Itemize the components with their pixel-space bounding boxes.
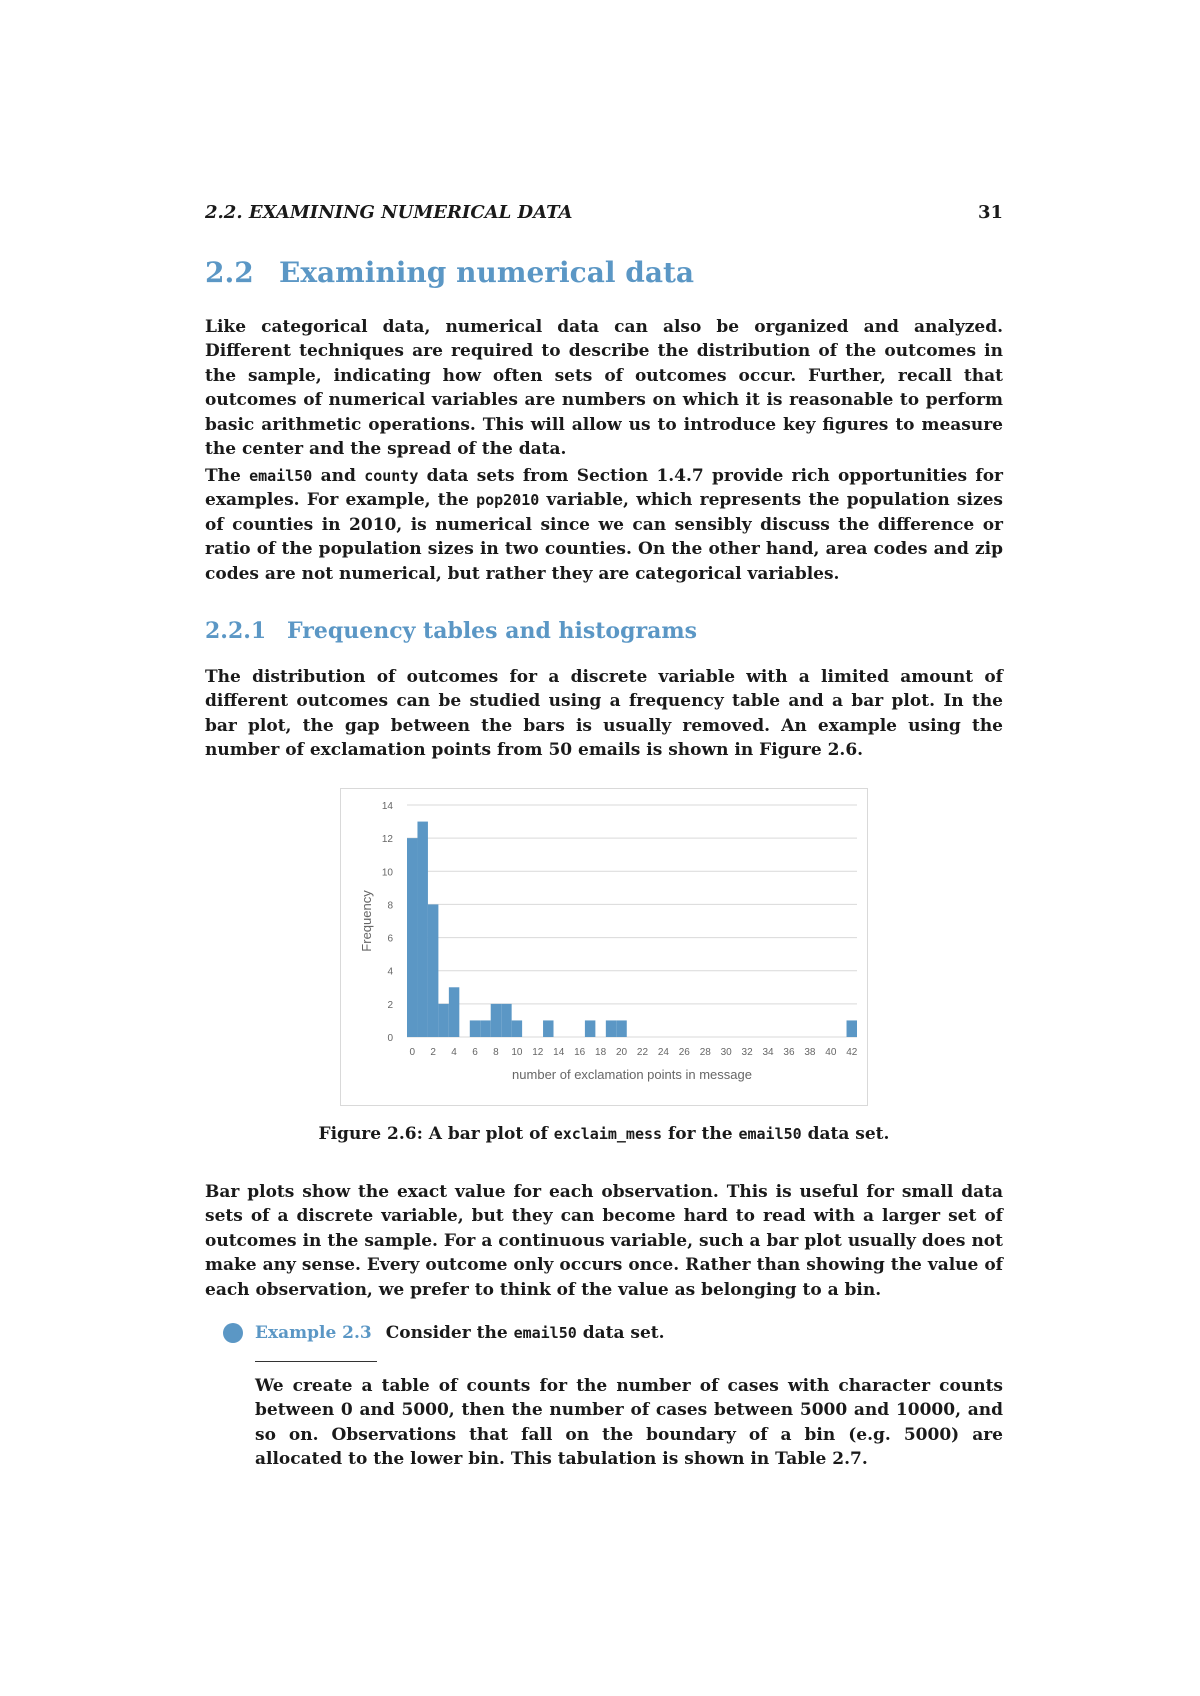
text-run: Consider the bbox=[385, 1323, 514, 1343]
text-run: data sets from Section 1.4.7 provide rich opportunities for examples. For example, the bbox=[205, 466, 1003, 511]
caption-code: email50 bbox=[738, 1125, 802, 1143]
code-county: county bbox=[364, 467, 419, 485]
bar bbox=[449, 987, 459, 1037]
y-tick-label: 0 bbox=[387, 1033, 393, 1044]
subsection-title: Frequency tables and histograms bbox=[287, 618, 697, 644]
code-email50: email50 bbox=[249, 467, 313, 485]
text-run: and bbox=[312, 466, 365, 486]
y-tick-label: 2 bbox=[387, 999, 393, 1011]
y-tick-label: 8 bbox=[387, 900, 393, 912]
x-tick-label: 32 bbox=[741, 1047, 753, 1058]
figure-caption bbox=[205, 1124, 1003, 1144]
example-label: Example 2.3 bbox=[255, 1323, 372, 1343]
caption-text: data set. bbox=[801, 1124, 890, 1144]
text-run: data set. bbox=[576, 1323, 665, 1343]
x-tick-label: 4 bbox=[451, 1047, 457, 1058]
example-prompt bbox=[386, 1323, 665, 1343]
bar bbox=[543, 1020, 553, 1037]
bar bbox=[480, 1020, 490, 1037]
x-tick-label: 38 bbox=[804, 1047, 816, 1058]
bar bbox=[407, 838, 417, 1037]
paragraph-frequency: The distribution of outcomes for a discrete variable with a limited amount of different outcomes can be studied using a frequency table and a bar plot. In the bar plot, the gap between the bars is usually removed. An example using the number of exclamation points from 50 emails is shown in Figure 2.6. bbox=[205, 667, 1003, 761]
caption-text: Figure 2.6: A bar plot of bbox=[318, 1124, 554, 1144]
x-tick-label: 26 bbox=[678, 1047, 690, 1058]
section-title: Examining numerical data bbox=[279, 256, 695, 289]
example-header bbox=[223, 1323, 1003, 1343]
x-axis-label: number of exclamation points in message bbox=[512, 1067, 752, 1082]
example-code: email50 bbox=[513, 1324, 577, 1342]
x-tick-label: 8 bbox=[493, 1047, 499, 1058]
x-tick-label: 24 bbox=[657, 1047, 669, 1058]
caption-text: for the bbox=[662, 1124, 739, 1144]
code-pop2010: pop2010 bbox=[476, 491, 540, 510]
subsection-heading bbox=[205, 618, 697, 644]
x-tick-label: 14 bbox=[553, 1047, 565, 1058]
bar bbox=[417, 822, 427, 1037]
running-head-title: 2.2. EXAMINING NUMERICAL DATA bbox=[205, 202, 573, 223]
bar bbox=[606, 1020, 616, 1037]
paragraph-datasets bbox=[205, 464, 1003, 586]
x-tick-label: 20 bbox=[615, 1047, 628, 1058]
caption-code: exclaim_mess bbox=[553, 1125, 663, 1143]
x-tick-label: 42 bbox=[846, 1047, 858, 1058]
bar bbox=[501, 1004, 511, 1037]
bar bbox=[491, 1004, 501, 1037]
figure-bar-plot bbox=[340, 788, 868, 1106]
example-rule bbox=[255, 1361, 377, 1362]
x-tick-label: 10 bbox=[511, 1047, 523, 1058]
y-axis-label: Frequency bbox=[359, 890, 374, 952]
text-run: The bbox=[205, 466, 250, 486]
x-tick-label: 22 bbox=[636, 1047, 649, 1058]
example-bullet-icon bbox=[223, 1323, 243, 1343]
y-tick-label: 12 bbox=[381, 834, 393, 846]
y-tick-label: 14 bbox=[381, 801, 393, 812]
x-tick-label: 34 bbox=[762, 1047, 774, 1058]
bar bbox=[616, 1020, 626, 1037]
bar bbox=[847, 1020, 857, 1037]
example-body: We create a table of counts for the number of cases with character counts between 0 and 5000, then the number of cases between 5000 and 10000, and so on. Observations that fall on the boundary of a bin (e.g. 5000) are allocated to the lower bin. This tabulation is shown in Table 2.7. bbox=[255, 1376, 1003, 1470]
x-tick-label: 28 bbox=[699, 1047, 711, 1058]
x-tick-label: 36 bbox=[783, 1047, 795, 1058]
x-tick-label: 6 bbox=[472, 1047, 478, 1058]
y-tick-label: 4 bbox=[387, 966, 393, 978]
paragraph-bins: Bar plots show the exact value for each observation. This is useful for small data sets of a discrete variable, but they can become hard to read with a larger set of outcomes in the sample. For a continuous variable, such a bar plot usually does not make any sense. Every outcome only occurs once. Rather than showing the value of each observation, we prefer to think of the value as belonging to a bin. bbox=[205, 1182, 1003, 1300]
x-tick-label: 0 bbox=[409, 1047, 416, 1058]
x-tick-label: 2 bbox=[430, 1047, 436, 1058]
x-tick-label: 18 bbox=[595, 1047, 607, 1058]
bar-chart bbox=[341, 789, 867, 1105]
paragraph-intro: Like categorical data, numerical data can also be organized and analyzed. Different techniques are required to describe the distribution of the outcomes in the sample, indicating how often sets of outcomes occur. Further, recall that outcomes of numerical variables are numbers on which it is reasonable to perform basic arithmetic operations. This will allow us to introduce key figures to measure the center and the spread of the data. bbox=[205, 317, 1003, 460]
x-tick-label: 40 bbox=[825, 1047, 837, 1058]
subsection-number: 2.2.1 bbox=[205, 618, 267, 644]
page-number: 31 bbox=[977, 202, 1003, 223]
bar bbox=[585, 1020, 595, 1037]
text-run: variable, which represents the population sizes of counties in 2010, is numerical since we can sensibly discuss the difference or ratio of the population sizes in two counties. On the other hand, area codes and zip codes are not numerical, but rather they are categorical variables. bbox=[205, 490, 1004, 584]
x-tick-label: 16 bbox=[574, 1047, 586, 1058]
page bbox=[205, 0, 1003, 1696]
bar bbox=[438, 1004, 448, 1037]
y-tick-label: 10 bbox=[381, 867, 393, 879]
bar bbox=[512, 1020, 522, 1037]
bar bbox=[428, 904, 438, 1037]
section-number: 2.2 bbox=[205, 256, 254, 289]
bar bbox=[470, 1020, 480, 1037]
y-tick-label: 6 bbox=[387, 933, 393, 945]
running-head bbox=[205, 202, 1003, 223]
section-heading bbox=[205, 256, 694, 289]
x-tick-label: 30 bbox=[720, 1047, 732, 1058]
x-tick-label: 12 bbox=[532, 1047, 544, 1058]
